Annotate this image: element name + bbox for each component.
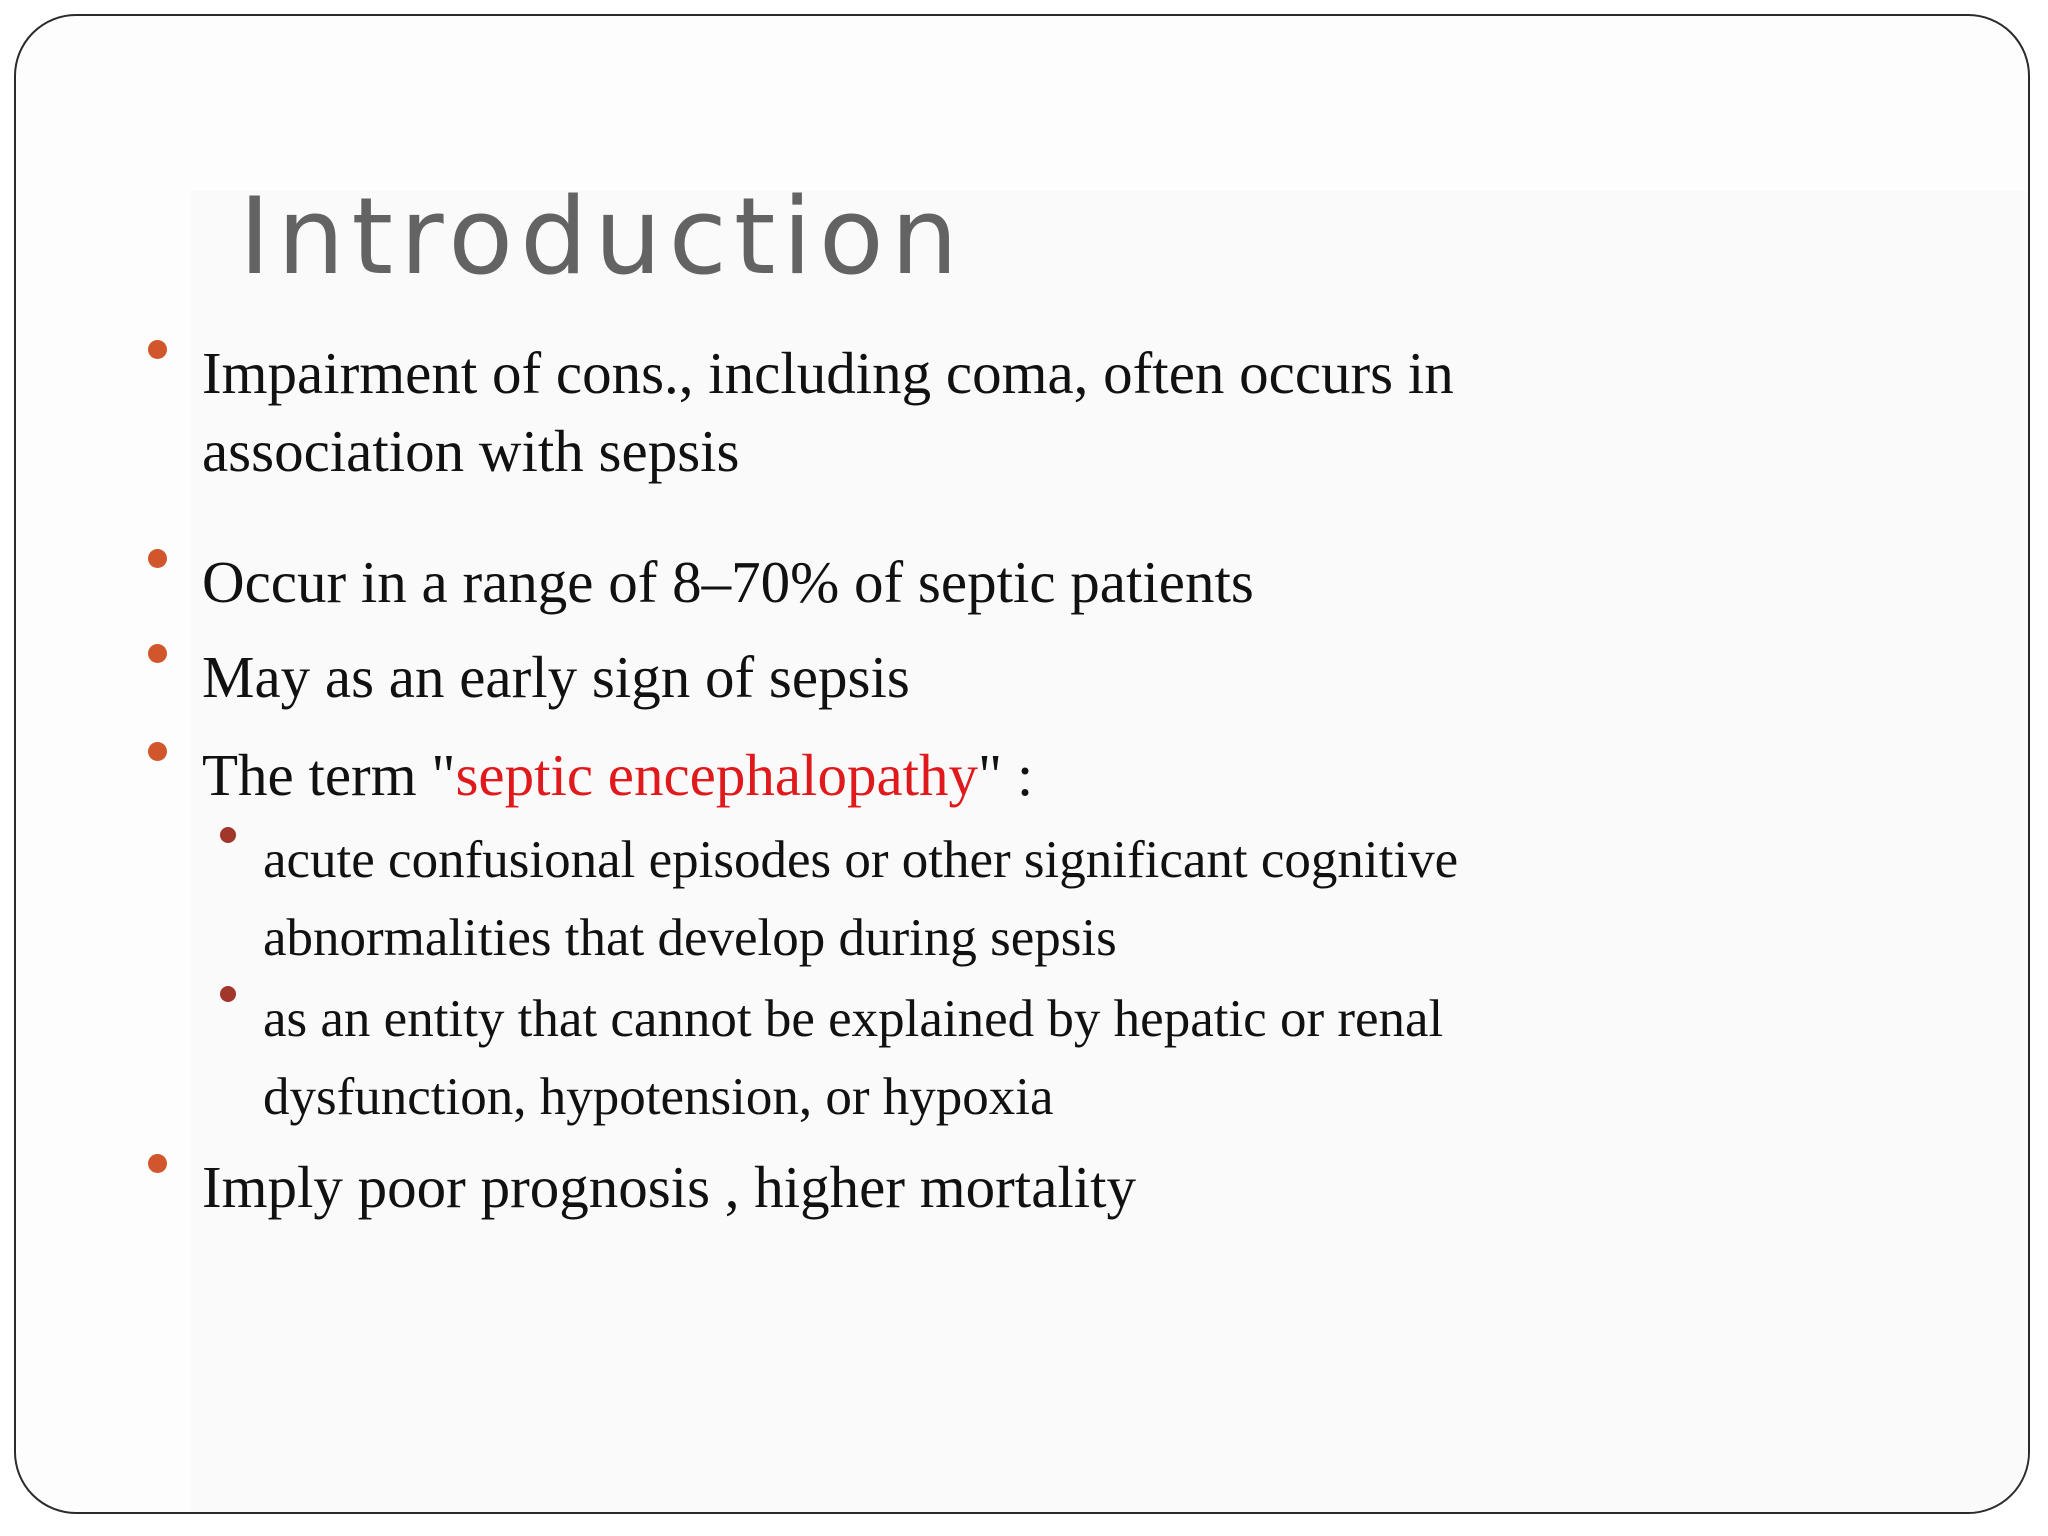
bullet-dot-icon — [148, 644, 167, 663]
slide-title: Introduction — [239, 175, 965, 298]
bullet-text-prefix: The term " — [202, 742, 456, 808]
slide-frame — [14, 14, 2030, 1514]
bullet-text: Occur in a range of 8–70% of septic patients — [202, 549, 1254, 615]
bullet-item-prognosis — [202, 1148, 1682, 1226]
sub-bullet-item-confusional — [263, 821, 1683, 977]
bullet-item-early-sign — [202, 638, 1682, 716]
bullet-list — [16, 16, 2028, 1512]
bullet-item-term — [202, 736, 1682, 814]
bullet-dot-icon — [148, 1154, 167, 1173]
bullet-item-range — [202, 543, 1682, 621]
bullet-dot-icon — [148, 340, 167, 359]
bullet-text: Imply poor prognosis , higher mortality — [202, 1154, 1137, 1220]
bullet-text: May as an early sign of sepsis — [202, 644, 910, 710]
sub-bullet-dot-icon — [220, 827, 236, 843]
bullet-text-suffix: " : — [978, 742, 1034, 808]
bullet-dot-icon — [148, 742, 167, 761]
bullet-text: Impairment of cons., including coma, often occurs in association with sepsis — [202, 340, 1454, 484]
highlighted-term: septic encephalopathy — [455, 742, 979, 808]
sub-bullet-item-entity — [263, 980, 1683, 1136]
bullet-item-impairment — [202, 334, 1682, 490]
sub-bullet-text: acute confusional episodes or other significant cognitive abnormalities that develop during sepsis — [263, 831, 1459, 967]
sub-bullet-dot-icon — [220, 986, 236, 1002]
bullet-dot-icon — [148, 549, 167, 568]
sub-bullet-text: as an entity that cannot be explained by hepatic or renal dysfunction, hypotension, or hypoxia — [263, 990, 1444, 1126]
